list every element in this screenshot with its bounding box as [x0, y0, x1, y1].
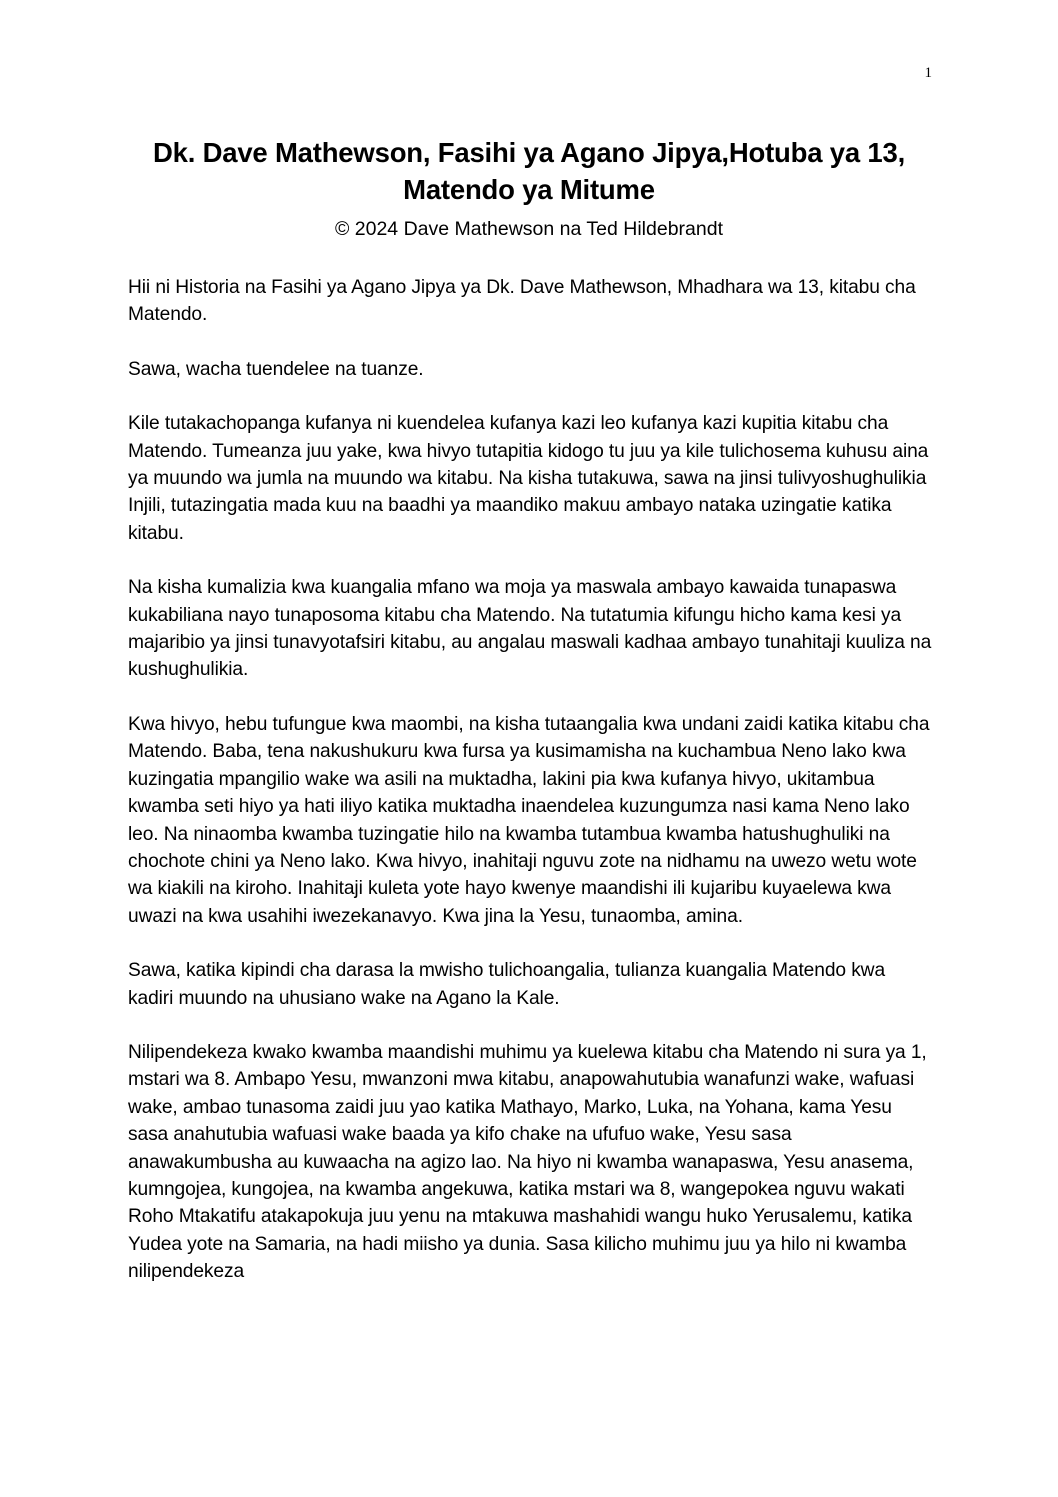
paragraph-begin: Sawa, wacha tuendelee na tuanze.: [128, 358, 424, 380]
document-title: Dk. Dave Mathewson, Fasihi ya Agano Jipya,Hotuba ya 13, Matendo ya Mitume: [152, 137, 906, 205]
paragraph-acts-1-8: Nilipendekeza kwako kwamba maandishi muhimu ya kuelewa kitabu cha Matendo ni sura ya 1, mstari wa 8. Ambapo Yesu, mwanzoni mwa kitabu, anapowahutubia wanafunzi wake, wafuasi wake, ambao tunasoma zaidi juu yao katika Mathayo, Marko, Luka, na Yohana, kama Yesu sasa anahutubia wafuasi wake baada ya kifo chake na ufufuo wake, Yesu sasa anawakumbusha au kuwaacha na agizo lao. Na hiyo ni kwamba wanapaswa, Yesu anasema, kumngojea, kungojea, na kwamba angekuwa, katika mstari wa 8, wangepokea nguvu wakati Roho Mtakatifu atakapokuja juu yenu na mtakuwa mashahidi wangu huko Yerusalemu, katika Yudea yote na Samaria, na hadi miisho ya dunia. Sasa kilicho muhimu juu ya hilo ni kwamba nilipendekeza: [128, 1041, 927, 1283]
page-number: 1: [924, 65, 932, 81]
paragraph-plan: Kile tutakachopanga kufanya ni kuendelea kufanya kazi leo kufanya kazi kupitia kitabu cha Matendo. Tumeanza juu yake, kwa hivyo tutapitia kidogo tu juu ya kile tulichosema kuhusu aina ya muundo wa jumla na muundo wa kitabu. Na kisha tutakuwa, sawa na jinsi tulivyoshughulikia Injili, tutazingatia mada kuu na baadhi ya maandiko makuu ambayo nataka uzingatie katika kitabu.: [128, 413, 929, 544]
paragraph-intro: Hii ni Historia na Fasihi ya Agano Jipya ya Dk. Dave Mathewson, Mhadhara wa 13, kitabu cha Matendo.: [128, 277, 916, 326]
lecture-body: [128, 274, 934, 1313]
paragraph-prayer: Kwa hivyo, hebu tufungue kwa maombi, na kisha tutaangalia kwa undani zaidi katika kitabu cha Matendo. Baba, tena nakushukuru kwa fursa ya kusimamisha na kuchambua Neno lako kwa kuzingatia mpangilio wake wa asili na muktadha, lakini pia kwa kufanya hivyo, ukitambua kwamba seti hiyo ya hati iliyo katika muktadha inaendelea kuzungumza nasi kama Neno lako leo. Na ninaomba kwamba tuzingatie hilo na kwamba tutambua kwamba hatushughuliki na chochote chini ya Neno lako. Kwa hivyo, inahitaji nguvu zote na nidhamu na uwezo wetu wote wa kiakili na kiroho. Inahitaji kuleta yote hayo kwenye maandishi ili kujaribu kuyaelewa kwa uwazi na kwa usahihi iwezekanavyo. Kwa jina la Yesu, tunaomba, amina.: [128, 713, 930, 927]
copyright-line: © 2024 Dave Mathewson na Ted Hildebrandt: [334, 218, 723, 240]
paragraph-recap: Sawa, katika kipindi cha darasa la mwisho tulichoangalia, tulianza kuangalia Matendo kwa kadiri muundo na uhusiano wake na Agano la Kale.: [128, 960, 886, 1009]
paragraph-example: Na kisha kumalizia kwa kuangalia mfano wa moja ya maswala ambayo kawaida tunapaswa kukabiliana nayo tunaposoma kitabu cha Matendo. Na tutatumia kifungu hicho kama kesi ya majaribio ya jinsi tunavyotafsiri kitabu, au angalau maswali kadhaa ambayo tunahitaji kuuliza na kushughulikia.: [128, 577, 932, 681]
